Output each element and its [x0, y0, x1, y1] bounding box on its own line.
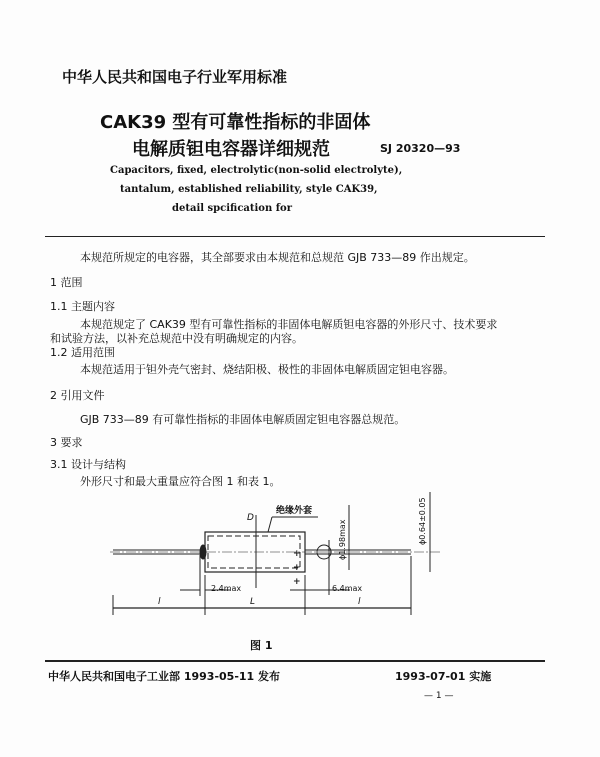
lead-length-right-label: l	[358, 597, 361, 607]
section-2-text: GJB 733—89 有可靠性指标的非固体电解质固定钽电容器总规范。	[80, 413, 406, 426]
intro-text: 本规范所规定的电容器，其全部要求由本规范和总规范 GJB 733—89 作出规定。	[80, 251, 475, 264]
section-1-1-text: 本规范规定了 CAK39 型有可靠性指标的非固体电解质钽电容器的外形尺寸、技术要求	[80, 318, 498, 331]
figure-caption: 图 1	[250, 639, 273, 652]
svg-text:+: +	[293, 577, 301, 587]
body-length-label: L	[250, 597, 256, 607]
section-1-2-heading: 1.2 适用范围	[50, 346, 115, 359]
lead-length-left-label: l	[158, 597, 161, 607]
right-clearance-label: 6.4max	[332, 584, 363, 593]
section-1-1-text-cont: 和试验方法，以补充总规范中没有明确规定的内容。	[50, 332, 303, 345]
bead-diameter-label: ϕ1.98max	[338, 519, 347, 560]
title-line-2: 电解质钽电容器详细规范	[132, 139, 330, 160]
section-3-heading: 3 要求	[50, 436, 83, 449]
left-clearance-label: 2.4max	[211, 584, 242, 593]
english-title-1: Capacitors, fixed, electrolytic(non-solid electrolyte),	[110, 165, 403, 176]
page-number: — 1 —	[424, 691, 454, 701]
org-line: 中华人民共和国电子行业军用标准	[62, 68, 288, 86]
issuer-text: 中华人民共和国电子工业部 1993-05-11 发布	[48, 670, 281, 683]
svg-text:+: +	[293, 549, 301, 559]
section-2-heading: 2 引用文件	[50, 389, 105, 402]
section-3-1-text: 外形尺寸和最大重量应符合图 1 和表 1。	[80, 475, 281, 488]
diameter-D-label: D	[247, 513, 254, 523]
title-line-1: CAK39 型有可靠性指标的非固体	[100, 112, 371, 133]
insulating-sleeve-label: 绝缘外套	[276, 506, 313, 516]
lead-diameter-label: ϕ0.64±0.05	[418, 497, 427, 545]
effective-date: 1993-07-01 实施	[395, 670, 492, 683]
footer-rule	[45, 660, 545, 662]
standard-number: SJ 20320—93	[380, 142, 461, 155]
svg-text:+: +	[293, 563, 301, 573]
english-title-2: tantalum, established reliability, style CAK39,	[120, 184, 378, 195]
section-1-2-text: 本规范适用于钽外壳气密封、烧结阳极、极性的非固体电解质固定钽电容器。	[80, 363, 454, 376]
section-1-heading: 1 范围	[50, 276, 83, 289]
english-title-3: detail spcification for	[172, 203, 292, 214]
section-3-1-heading: 3.1 设计与结构	[50, 458, 126, 471]
section-1-1-heading: 1.1 主题内容	[50, 300, 115, 313]
